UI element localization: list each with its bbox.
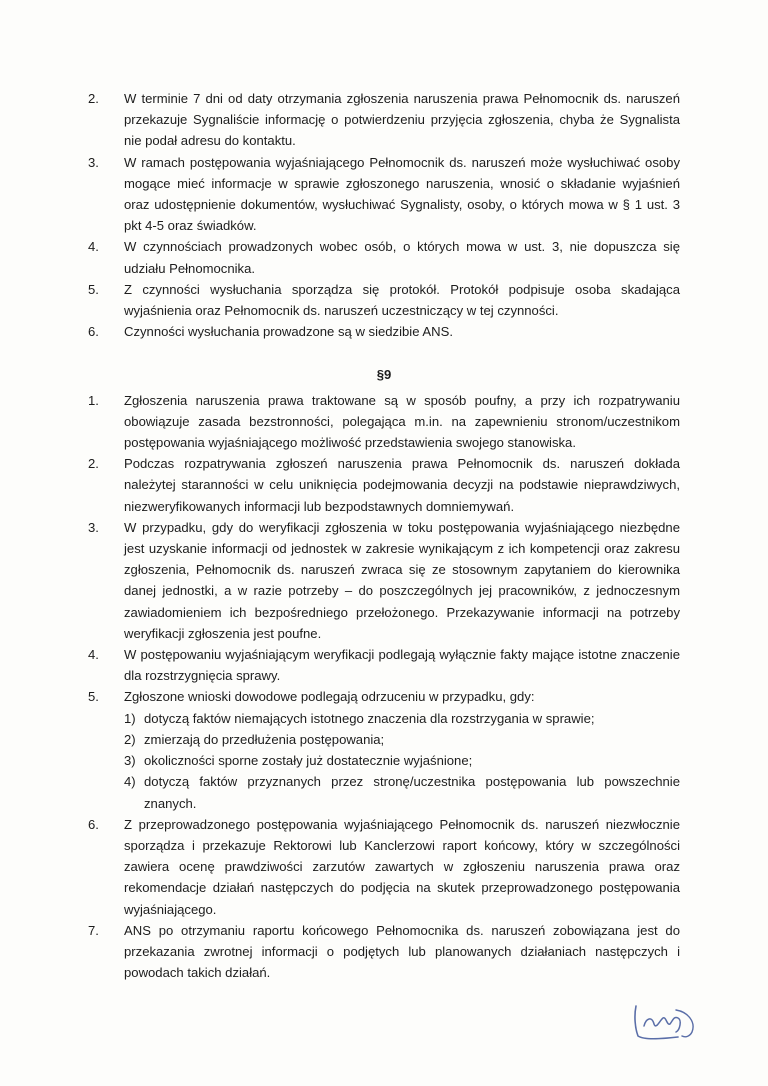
item-text: ANS po otrzymaniu raportu końcowego Pełnomocnika ds. naruszeń zobowiązana jest do przekazania zwrotnej informacji o podjętych lub planowanych działaniach następczych i powodach takich działań. <box>124 922 680 981</box>
handwritten-signature <box>630 996 700 1042</box>
item-text: Podczas rozpatrywania zgłoszeń naruszenia prawa Pełnomocnik ds. naruszeń dokłada należytej staranności w celu uniknięcia podejmowania decyzji na podstawie nieprawdziwych, niezweryfikowanych informacji lub bezpodstawnych domniemywań. <box>124 456 680 514</box>
sub-list-item <box>88 771 680 813</box>
sub-list-item <box>88 708 680 729</box>
item-text: W czynnościach prowadzonych wobec osób, o których mowa w ust. 3, nie dopuszcza się udziału Pełnomocnika. <box>124 239 680 276</box>
list-item <box>88 152 680 237</box>
item-text: W ramach postępowania wyjaśniającego Pełnomocnik ds. naruszeń może wysłuchiwać osoby mogące mieć informacje w sprawie zgłoszonego naruszenia, wnosić o składanie wyjaśnień oraz udostępnienie dokumentów, wysłuchiwać Sygnalisty, osoby, o których mowa w § 1 ust. 3 pkt 4-5 oraz świadków. <box>124 154 680 234</box>
subitem-number: 1) <box>124 710 136 726</box>
list-item <box>88 686 680 707</box>
list-item <box>88 321 680 342</box>
subitem-text: dotyczą faktów przyznanych przez stronę/uczestnika postępowania lub powszechnie znanych. <box>144 774 680 811</box>
item-number: 5. <box>88 689 99 705</box>
sub-list-item <box>88 750 680 771</box>
item-text: W przypadku, gdy do weryfikacji zgłoszenia w toku postępowania wyjaśniającego niezbędne jest uzyskanie informacji od jednostek w zakresie wynikającym z ich kompetencji oraz zakresu zgłoszenia, Pełnomocnik ds. naruszeń zwraca się ze stosownym zapytaniem do kierownika danej jednostki, a w razie potrzeby – do poszczególnych jej pracowników, z jednoczesnym zawiadomieniem ich bezpośredniego przełożonego. Przekazywanie informacji na potrzeby weryfikacji zgłoszenia jest poufne. <box>124 519 680 641</box>
subitem-number: 2) <box>124 731 136 747</box>
item-number: 1. <box>88 392 99 408</box>
item-text: Z przeprowadzonego postępowania wyjaśniającego Pełnomocnik ds. naruszeń niezwłocznie sporządza i przekazuje Rektorowi lub Kanclerzowi raport końcowy, który w szczególności zawiera ocenę prawdziwości zarzutów zawartych w zgłoszeniu naruszenia prawa oraz rekomendacje działań następczych do podjęcia na skutek przeprowadzonego postępowania wyjaśniającego. <box>124 816 680 917</box>
list-item <box>88 644 680 686</box>
item-number: 2. <box>88 91 99 106</box>
sub-list-item <box>88 729 680 750</box>
item-text: Z czynności wysłuchania sporządza się protokół. Protokół podpisuje osoba skadająca wyjaśnienia oraz Pełnomocnik ds. naruszeń uczestniczący w tej czynności. <box>124 281 680 319</box>
subitem-number: 3) <box>124 753 136 769</box>
subitem-text: dotyczą faktów niemających istotnego znaczenia dla rozstrzygania w sprawie; <box>144 710 595 726</box>
item-number: 3. <box>88 519 99 535</box>
list-item <box>88 920 680 984</box>
list-item <box>88 517 680 644</box>
item-number: 4. <box>88 647 99 663</box>
document-body <box>88 88 680 983</box>
item-number: 5. <box>88 281 99 297</box>
item-text: W postępowaniu wyjaśniającym weryfikacji podlegają wyłącznie fakty mające istotne znaczenie dla rozstrzygnięcia sprawy. <box>124 647 680 684</box>
section-9-list <box>88 390 680 984</box>
subitem-text: okoliczności sporne zostały już dostatecznie wyjaśnione; <box>144 753 473 769</box>
item-number: 6. <box>88 324 99 340</box>
list-item <box>88 814 680 920</box>
item-number: 6. <box>88 816 99 832</box>
list-item <box>88 279 680 321</box>
list-item <box>88 453 680 517</box>
list-item <box>88 88 680 152</box>
item-text: Zgłoszone wnioski dowodowe podlegają odrzuceniu w przypadku, gdy: <box>124 689 535 705</box>
item-text: Zgłoszenia naruszenia prawa traktowane są w sposób poufny, a przy ich rozpatrywaniu obowiązuje zasada bezstronności, polegająca m.in. na zapewnieniu stronom/uczestnikom postępowania wyjaśniającego możliwość przedstawienia swojego stanowiska. <box>124 392 680 451</box>
item-number: 2. <box>88 456 99 472</box>
subitem-text: zmierzają do przedłużenia postępowania; <box>144 731 385 747</box>
item-number: 4. <box>88 239 99 255</box>
list-item <box>88 390 680 454</box>
item-number: 3. <box>88 154 99 170</box>
subitem-number: 4) <box>124 774 136 790</box>
item-text: W terminie 7 dni od daty otrzymania zgłoszenia naruszenia prawa Pełnomocnik ds. naruszeń przekazuje Sygnaliście informację o potwierdzeniu przyjęcia zgłoszenia, chyba że Sygnalista nie podał adresu do kontaktu. <box>124 91 680 149</box>
item-text: Czynności wysłuchania prowadzone są w siedzibie ANS. <box>124 324 453 340</box>
section-heading: §9 <box>376 367 392 383</box>
list-item <box>88 236 680 278</box>
item-number: 7. <box>88 922 99 938</box>
section-8-list <box>88 88 680 342</box>
